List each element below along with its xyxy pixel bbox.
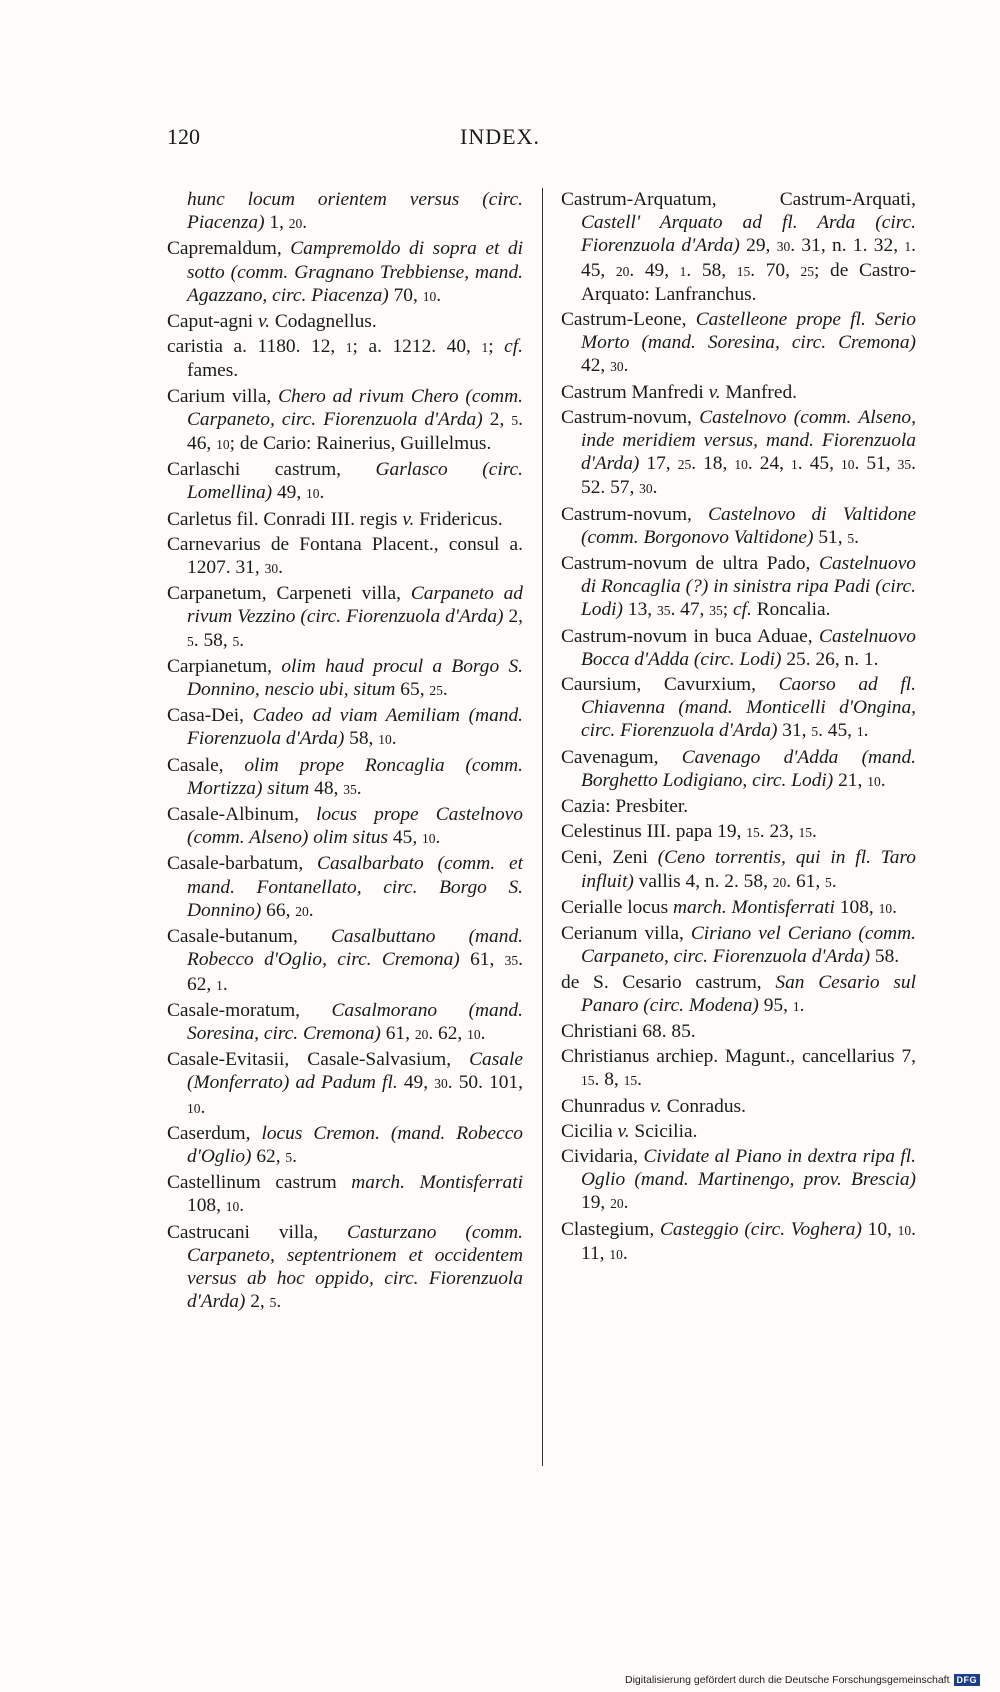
entry-text: 13, (623, 599, 657, 621)
entry-text: ; a. 1212. 40, (352, 336, 482, 358)
entry-text: Christiani 68. 85. (561, 1020, 696, 1042)
entry-text: . (308, 899, 314, 921)
index-entry (167, 237, 523, 308)
entry-text: . (391, 728, 397, 750)
entry-line-ref: 10 (897, 1222, 912, 1238)
entry-text: Castellinum castrum (167, 1172, 352, 1194)
index-column-right (561, 188, 916, 1268)
credit-text: Digitalisierung gefördert durch die Deutsche Forschungsgemeinschaft (624, 1674, 950, 1686)
entry-text: Codagnellus. (270, 311, 377, 333)
entry-line-ref: 10 (734, 457, 748, 473)
entry-line-ref: 20 (288, 216, 303, 232)
index-entry (561, 503, 916, 550)
entry-text: . 45, (797, 453, 841, 475)
entry-text: Scicilia. (629, 1120, 698, 1142)
entry-text: Carnevarius de Fontana Placent., consul a. 1207. 31, (167, 533, 523, 579)
entry-line-ref: 30 (610, 359, 624, 375)
entry-italic-text: Casalbuttano (mand. Robecco d'Oglio, circ. Cremona) (187, 926, 523, 971)
entry-line-ref: 20 (295, 903, 309, 919)
entry-line-ref: 1 (345, 340, 353, 356)
entry-line-ref: 35 (897, 457, 912, 473)
entry-line-ref: 15 (746, 825, 760, 841)
entry-text: . (239, 1195, 245, 1217)
entry-italic-text: Cividate al Piano in dextra ripa fl. Oglio (mand. Martinengo, prov. Brescia) (581, 1145, 916, 1191)
entry-italic-text: cf. (733, 599, 752, 621)
entry-text: Carium villa, (167, 385, 279, 407)
entry-text: Cavenagum, (561, 746, 682, 768)
index-entry (167, 655, 523, 702)
entry-italic-text: march. Montisferrati (351, 1172, 523, 1194)
entry-text: . 70, (750, 259, 801, 281)
entry-line-ref: 15 (736, 263, 751, 279)
index-entry (561, 625, 916, 671)
entry-italic-text: Castelnuovo di Roncaglia (?) in sinistra ripa Padi (circ. Lodi) (581, 553, 916, 621)
entry-text: . 23, (759, 821, 799, 843)
entry-text: fames. (187, 360, 239, 382)
entry-line-ref: 10 (840, 457, 855, 473)
entry-italic-text: v. (649, 1095, 662, 1117)
entry-text: Casale-barbatum, (167, 853, 318, 875)
entry-italic-text: Casturzano (comm. Carpaneto, septentrionem et occidentem versus ab hoc oppido, circ. Fiorenzuola d'Arda) (187, 1221, 523, 1313)
entry-line-ref: 20 (414, 1026, 429, 1042)
entry-line-ref: 20 (772, 874, 787, 890)
index-entry (561, 795, 916, 818)
entry-line-ref: 35 (504, 953, 519, 969)
entry-text: Casale-moratum, (167, 999, 332, 1021)
entry-text: 51, (813, 526, 848, 548)
entry-text: Capremaldum, (167, 238, 291, 260)
entry-text: Carlaschi castrum, (167, 459, 376, 481)
entry-text: . (302, 212, 308, 234)
entry-italic-text: v. (708, 381, 721, 403)
entry-italic-text: Casalmorano (mand. Soresina, circ. Cremona) (187, 999, 523, 1044)
entry-text: ; (488, 336, 505, 358)
entry-line-ref: 35 (343, 781, 357, 797)
entry-text: 95, (758, 994, 793, 1016)
entry-line-ref: 20 (615, 263, 630, 279)
entry-text: 21, (833, 769, 868, 791)
entry-italic-text: Casalbarbato (comm. et mand. Fontanellato, circ. Borgo S. Donnino) (187, 853, 523, 921)
entry-text: Castrum-novum de ultra Pado, (561, 553, 820, 575)
entry-text: Chunradus (561, 1095, 650, 1117)
entry-text: Fridericus. (414, 508, 503, 530)
index-entry (561, 552, 916, 623)
entry-line-ref: 15 (798, 825, 813, 841)
entry-text: 45, (388, 827, 423, 849)
entry-text: . 45, (818, 720, 857, 742)
entry-text: . 18, (691, 453, 735, 475)
entry-italic-text: Castell' Arquato ad fl. Arda (circ. Fiorenzuola d'Arda) (581, 212, 916, 257)
index-entry (167, 533, 523, 580)
entry-text: 31, (777, 720, 812, 742)
entry-text: Manfred. (720, 381, 798, 403)
entry-text: Carpanetum, Carpeneti villa, (167, 583, 411, 605)
entry-line-ref: 10 (609, 1246, 623, 1262)
entry-text: 48, (309, 777, 344, 799)
column-divider (542, 188, 543, 1466)
index-entry (167, 999, 523, 1046)
entry-line-ref: 1 (216, 977, 223, 993)
entry-text: 70, (388, 284, 423, 306)
entry-text: . 51, (854, 453, 898, 475)
entry-text: Castrum-novum, (561, 503, 709, 525)
entry-text: . (278, 557, 283, 579)
index-entry (561, 1145, 916, 1216)
entry-text: Castrum-Arquatum, Castrum-Arquati, (561, 189, 916, 210)
entry-text: . (799, 994, 805, 1016)
entry-text: Ceni, Zeni (561, 847, 658, 869)
entry-italic-text: San Cesario sul Panaro (circ. Modena) (581, 971, 916, 1016)
entry-text: Clastegium, (561, 1218, 660, 1240)
entry-text: . (854, 526, 860, 548)
entry-text: . 24, (747, 453, 792, 475)
entry-italic-text: Carpaneto ad rivum Vezzino (circ. Fiorenzuola d'Arda) (187, 583, 523, 628)
index-entry (561, 746, 916, 793)
entry-line-ref: 1 (904, 239, 912, 255)
entry-text: . 49, (629, 259, 680, 281)
entry-text: . (622, 1242, 628, 1264)
entry-text: Conradus. (661, 1095, 746, 1117)
index-entry (167, 310, 523, 333)
index-column-left (167, 188, 523, 1316)
entry-text: 10, (861, 1218, 898, 1240)
entry-text: 29, (739, 235, 777, 257)
entry-italic-text: Castelleone prope fl. Serio Morto (mand. Soresina, circ. Cremona) (581, 309, 917, 354)
index-entry (167, 704, 523, 751)
entry-text: 49, (272, 482, 307, 504)
index-entry (561, 1218, 916, 1266)
entry-text: . (623, 1192, 629, 1214)
entry-text: . (442, 679, 448, 701)
entry-italic-text: locus prope Castelnovo (comm. Alseno) olim situs (187, 804, 523, 849)
entry-line-ref: 10 (187, 1100, 201, 1116)
entry-text: . (637, 1069, 642, 1091)
entry-italic-text: Cavenago d'Adda (mand. Borghetto Lodigiano, circ. Lodi) (581, 746, 916, 791)
entry-line-ref: 1 (791, 457, 798, 473)
index-entry (561, 308, 916, 379)
entry-text: . 11, (581, 1218, 917, 1264)
entry-italic-text: (Ceno torrentis, qui in fl. Taro influit) (581, 847, 916, 892)
index-entry (167, 754, 523, 801)
entry-text: 2, (245, 1291, 270, 1313)
entry-line-ref: 10 (216, 437, 230, 453)
entry-text: . 58, (193, 629, 233, 651)
entry-line-ref: 10 (467, 1026, 481, 1042)
entry-text: Casale-butanum, (167, 926, 331, 948)
entry-text: Casale-Albinum, (167, 804, 317, 826)
entry-line-ref: 20 (610, 1196, 624, 1212)
entry-text: 25. 26, n. 1. (781, 648, 879, 670)
entry-italic-text: v. (402, 508, 415, 530)
index-entry (167, 335, 523, 382)
entry-line-ref: 1 (679, 263, 687, 279)
entry-text: caristia a. 1180. 12, (167, 336, 346, 358)
entry-text: 17, (639, 453, 678, 475)
entry-text: . (812, 821, 817, 843)
index-entry (561, 406, 916, 501)
entry-text: 65, (395, 679, 430, 701)
entry-line-ref: 30 (776, 239, 791, 255)
entry-text: . (892, 896, 897, 918)
entry-text: 66, (261, 899, 296, 921)
index-entry (561, 381, 916, 404)
entry-text: ; de Castro-Arquato: Lanfranchus. (581, 259, 917, 305)
entry-line-ref: 1 (856, 724, 864, 740)
index-entry (167, 458, 523, 505)
entry-line-ref: 5 (232, 633, 240, 649)
entry-text: 108, (187, 1195, 226, 1217)
entry-text: Casale, (167, 754, 245, 776)
index-entry (561, 188, 916, 306)
entry-italic-text: olim haud procul a Borgo S. Donnino, nescio ubi, situm (187, 655, 523, 701)
entry-line-ref: 10 (225, 1199, 240, 1215)
entry-italic-text: Ciriano vel Ceriano (comm. Carpaneto, circ. Fiorenzuola d'Arda) (581, 923, 916, 968)
entry-line-ref: 5 (825, 874, 832, 890)
entry-line-ref: 25 (429, 683, 443, 699)
entry-italic-text: locus Cremon. (mand. Robecco d'Oglio) (187, 1122, 523, 1167)
entry-italic-text: Caorso ad fl. Chiavenna (mand. Monticelli d'Ongina, circ. Fiorenzuola d'Arda) (581, 674, 916, 742)
entry-text: . 45, (581, 235, 916, 281)
digitization-credit (625, 1674, 980, 1686)
index-entry (167, 1048, 523, 1120)
entry-text: . (222, 973, 228, 995)
entry-line-ref: 30 (264, 561, 279, 577)
entry-text: Castrucani villa, (167, 1221, 348, 1243)
entry-text: . (356, 777, 362, 799)
entry-text: Casa-Dei, (167, 705, 253, 727)
entry-text: 58, (344, 728, 379, 750)
entry-text: Castrum-novum, (561, 406, 700, 428)
entry-text: vallis 4, n. 2. 58, (633, 870, 773, 892)
entry-italic-text: Castelnovo (comm. Alseno, inde meridiem versus, mand. Fiorenzuola d'Arda) (581, 406, 916, 475)
entry-text: 1, (264, 212, 289, 234)
entry-italic-text: v. (617, 1120, 630, 1142)
entry-text: 61, (459, 949, 505, 971)
index-entry (561, 820, 916, 844)
entry-text: 42, (581, 355, 611, 377)
entry-text: Roncalia. (751, 599, 831, 621)
entry-text: . 52. 57, (581, 453, 916, 499)
entry-text: . 31, n. 1. 32, (790, 235, 905, 257)
entry-line-ref: 5 (269, 1295, 277, 1311)
entry-text: Cazia: Presbiter. (561, 796, 689, 818)
entry-text: Caput-agni (167, 311, 259, 333)
index-entry (167, 803, 523, 850)
entry-text: Cicilia (561, 1120, 618, 1142)
entry-italic-text: Casale (Monferrato) ad Padum fl. (187, 1049, 523, 1094)
index-entry (167, 852, 523, 923)
entry-text: . (863, 720, 869, 742)
entry-italic-text: Chero ad rivum Chero (comm. Carpaneto, circ. Fiorenzuola d'Arda) (187, 385, 523, 430)
entry-text: 2, (482, 408, 512, 430)
entry-line-ref: 5 (187, 633, 194, 649)
entry-text: 62, (251, 1145, 286, 1167)
entry-italic-text: olim prope Roncaglia (comm. Mortizza) situm (187, 754, 523, 799)
entry-text: . (623, 355, 629, 377)
entry-text: ; de Cario: Rainerius, Guillelmus. (229, 433, 492, 455)
entry-text: ; (722, 599, 733, 621)
entry-line-ref: 35 (656, 603, 671, 619)
dfg-logo: DFG (954, 1674, 981, 1686)
entry-text: Christianus archiep. Magunt., cancellarius 7, (561, 1046, 916, 1068)
entry-text: . (292, 1145, 298, 1167)
entry-text: . (435, 827, 441, 849)
index-entry (167, 582, 523, 653)
entry-text: . (200, 1096, 206, 1118)
entry-italic-text: Casteggio (circ. Voghera) (659, 1218, 862, 1240)
entry-text: Castrum-novum in buca Aduae, (561, 625, 820, 647)
index-entry (561, 1045, 916, 1092)
entry-line-ref: 1 (481, 340, 489, 356)
index-entry (561, 1020, 916, 1043)
entry-text: 58. (870, 946, 900, 968)
entry-text: 19, (581, 1192, 611, 1214)
entry-line-ref: 30 (434, 1076, 448, 1092)
entry-text: Casale-Evitasii, Casale-Salvasium, (167, 1049, 470, 1071)
entry-line-ref: 5 (511, 412, 519, 428)
entry-line-ref: 10 (878, 900, 893, 916)
entry-line-ref: 10 (422, 831, 436, 847)
entry-italic-text: Garlasco (circ. Lomellina) (187, 459, 523, 504)
entry-line-ref: 10 (378, 732, 392, 748)
entry-text: . (831, 870, 837, 892)
index-entry (167, 1122, 523, 1169)
entry-text: Cerianum villa, (561, 923, 691, 945)
entry-text: Castrum-Leone, (561, 309, 696, 331)
entry-text: . 62, (187, 949, 524, 995)
entry-line-ref: 5 (847, 530, 855, 546)
entry-line-ref: 10 (422, 288, 437, 304)
entry-italic-text: hunc locum orientem versus (circ. Piacenza) (187, 189, 523, 234)
index-entry (561, 922, 916, 968)
entry-text: 108, (834, 896, 879, 918)
entry-text: 61, (380, 1022, 415, 1044)
entry-line-ref: 5 (285, 1149, 293, 1165)
entry-text: . 46, (187, 408, 523, 455)
entry-text: 49, (397, 1072, 435, 1094)
entry-line-ref: 25 (677, 457, 692, 473)
index-entry (167, 1221, 523, 1315)
entry-line-ref: 35 (709, 603, 723, 619)
entry-italic-text: cf. (504, 336, 523, 358)
entry-text: . (880, 769, 886, 791)
entry-italic-text: Castelnovo di Valtidone (comm. Borgonovo Valtidone) (581, 503, 916, 548)
index-entry (561, 846, 916, 893)
entry-text: Cerialle locus (561, 896, 673, 918)
entry-text: . 62, (428, 1022, 468, 1044)
entry-italic-text: Castelnuovo Bocca d'Adda (circ. Lodi) (581, 625, 916, 670)
entry-line-ref: 5 (811, 724, 819, 740)
entry-italic-text: Campremoldo di sopra et di sotto (comm. Gragnano Trebbiense, mand. Agazzano, circ. Piacenza) (187, 238, 524, 306)
index-entry (167, 925, 523, 997)
entry-text: Cividaria, (561, 1145, 644, 1167)
entry-line-ref: 15 (581, 1073, 595, 1089)
entry-text: . 61, (786, 870, 826, 892)
entry-text: Caursium, Cavurxium, (561, 674, 779, 696)
entry-text: . (652, 477, 658, 499)
index-entry (561, 1120, 916, 1143)
entry-line-ref: 1 (792, 998, 800, 1014)
entry-line-ref: 10 (867, 773, 881, 789)
entry-italic-text: Cadeo ad viam Aemiliam (mand. Fiorenzuola d'Arda) (187, 705, 524, 750)
index-entry (167, 508, 523, 531)
entry-text: Castrum Manfredi (561, 381, 709, 403)
entry-line-ref: 25 (800, 263, 815, 279)
page-number: 120 (167, 124, 200, 149)
index-entry (561, 971, 916, 1018)
entry-text: . 47, (670, 599, 710, 621)
index-entry (167, 188, 523, 235)
index-entry (561, 673, 916, 744)
entry-text: . (239, 629, 245, 651)
index-entry (561, 1095, 916, 1118)
entry-text: . (480, 1022, 486, 1044)
entry-italic-text: v. (258, 311, 271, 333)
index-entry (561, 896, 916, 920)
running-head: INDEX. (460, 124, 540, 149)
entry-text: 2, (503, 606, 524, 628)
entry-text: . (276, 1291, 282, 1313)
entry-text: Carletus fil. Conradi III. regis (167, 508, 403, 530)
entry-text: . 50. 101, (447, 1072, 523, 1094)
entry-text: . 8, (594, 1069, 624, 1091)
entry-text: Carpianetum, (167, 655, 282, 677)
entry-text: . (436, 284, 442, 306)
entry-text: Caserdum, (167, 1122, 262, 1144)
index-entry (167, 1171, 523, 1218)
entry-line-ref: 30 (639, 481, 653, 497)
entry-italic-text: march. Montisferrati (673, 896, 835, 918)
entry-line-ref: 10 (306, 486, 320, 502)
entry-text: Celestinus III. papa 19, (561, 821, 747, 843)
entry-text: de S. Cesario castrum, (561, 971, 776, 993)
entry-text: . 58, (686, 259, 737, 281)
index-entry (167, 385, 523, 457)
entry-text: . (319, 482, 325, 504)
entry-line-ref: 15 (623, 1073, 638, 1089)
